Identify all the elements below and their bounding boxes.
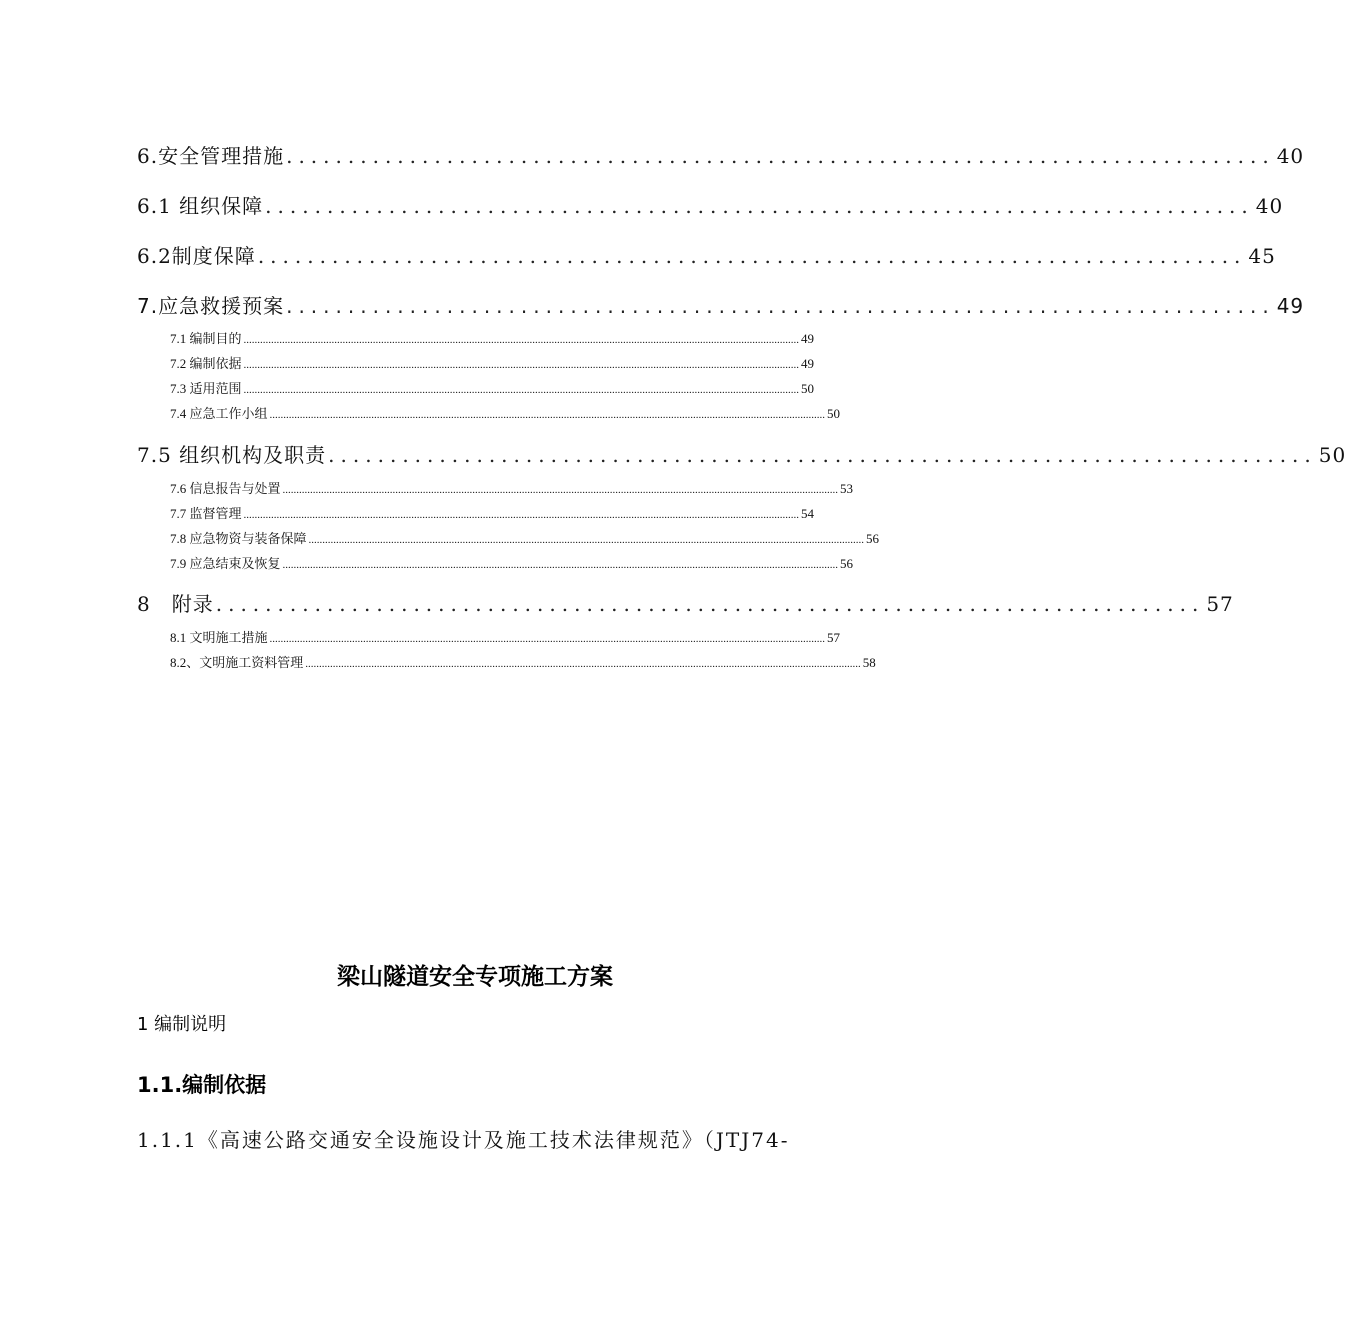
- toc-page-number: 50: [801, 381, 815, 396]
- toc-page-number: 57: [1206, 592, 1234, 616]
- toc-page-number: 49: [801, 356, 815, 371]
- toc-entry-6-2[interactable]: [137, 240, 1276, 269]
- toc-entry-7-6[interactable]: [170, 478, 854, 497]
- toc-label: 6.安全管理措施: [137, 144, 285, 168]
- toc-leader: ................................................................................: [215, 592, 1205, 616]
- toc-page-number: 49: [1276, 294, 1305, 318]
- section-heading-1: 1 编制说明: [137, 1014, 227, 1035]
- toc-leader: ..........................................................................................................................................................................................................: [282, 559, 839, 571]
- toc-page-number: 58: [862, 655, 876, 670]
- toc-entry-6[interactable]: [137, 140, 1305, 169]
- toc-entry-7-5[interactable]: [137, 439, 1346, 468]
- toc-entry-7-4[interactable]: [170, 403, 841, 422]
- toc-entry-7-8[interactable]: [170, 528, 880, 547]
- toc-entry-7-2[interactable]: [170, 353, 815, 372]
- toc-label: 7.8 应急物资与装备保障: [170, 531, 307, 546]
- toc-page-number: 50: [1318, 443, 1346, 467]
- toc-leader: ..........................................................................................................................................................................................................: [305, 658, 861, 670]
- toc-label: 7.4 应急工作小组: [170, 406, 268, 421]
- toc-label: 7.2 编制依据: [170, 356, 242, 371]
- toc-leader: ..........................................................................................................................................................................................................: [269, 633, 826, 645]
- toc-leader: ................................................................................: [265, 194, 1254, 218]
- toc-leader: ................................................................................: [286, 294, 1275, 318]
- toc-entry-8-2[interactable]: [170, 652, 876, 671]
- toc-label: 6.2制度保障: [137, 244, 256, 268]
- toc-leader: ..........................................................................................................................................................................................................: [243, 384, 800, 396]
- toc-leader: ..........................................................................................................................................................................................................: [308, 534, 865, 546]
- toc-label: 7.3 适用范围: [170, 381, 242, 396]
- toc-page-number: 53: [840, 481, 854, 496]
- toc-entry-6-1[interactable]: [137, 190, 1284, 219]
- toc-page-number: 45: [1248, 244, 1276, 268]
- toc-label: 8.2、文明施工资料管理: [170, 655, 304, 670]
- toc-page-number: 57: [827, 630, 841, 645]
- toc-label: 8.1 文明施工措施: [170, 630, 268, 645]
- document-title: 梁山隧道安全专项施工方案: [337, 964, 613, 990]
- toc-entry-7-7[interactable]: [170, 503, 815, 522]
- toc-leader: ..........................................................................................................................................................................................................: [243, 334, 800, 346]
- toc-entry-7[interactable]: [137, 290, 1305, 319]
- toc-entry-8-1[interactable]: [170, 627, 841, 646]
- toc-page-number: 40: [1276, 144, 1305, 168]
- toc-leader: ..........................................................................................................................................................................................................: [243, 359, 800, 371]
- toc-label: 8 附录: [137, 592, 214, 616]
- toc-leader: ................................................................................: [257, 244, 1247, 268]
- toc-page-number: 56: [866, 531, 880, 546]
- toc-label: 7.1 编制目的: [170, 331, 242, 346]
- toc-leader: ................................................................................: [328, 443, 1317, 467]
- toc-page-number: 50: [827, 406, 841, 421]
- toc-page-number: 40: [1255, 194, 1284, 218]
- toc-label: 6.1 组织保障: [137, 194, 264, 218]
- toc-label: 7.9 应急结束及恢复: [170, 556, 281, 571]
- toc-entry-7-1[interactable]: [170, 328, 815, 347]
- toc-label: 7.5 组织机构及职责: [137, 443, 327, 467]
- toc-leader: ..........................................................................................................................................................................................................: [243, 509, 800, 521]
- toc-page-number: 54: [801, 506, 815, 521]
- toc-entry-8[interactable]: [137, 588, 1234, 617]
- toc-leader: ..........................................................................................................................................................................................................: [282, 484, 839, 496]
- toc-leader: ................................................................................: [286, 144, 1275, 168]
- toc-label: 7.7 监督管理: [170, 506, 242, 521]
- paragraph-1-1-1: 1.1.1《高速公路交通安全设施设计及施工技术法律规范》（JTJ74-: [137, 1128, 790, 1152]
- toc-page-number: 49: [801, 331, 815, 346]
- toc-page-number: 56: [840, 556, 854, 571]
- toc-label: 7.6 信息报告与处置: [170, 481, 281, 496]
- toc-leader: ..........................................................................................................................................................................................................: [269, 409, 826, 421]
- toc-entry-7-3[interactable]: [170, 378, 815, 397]
- toc-label: 7.应急救援预案: [137, 294, 285, 318]
- toc-entry-7-9[interactable]: [170, 553, 854, 572]
- section-heading-1-1: 1.1.编制依据: [137, 1073, 267, 1097]
